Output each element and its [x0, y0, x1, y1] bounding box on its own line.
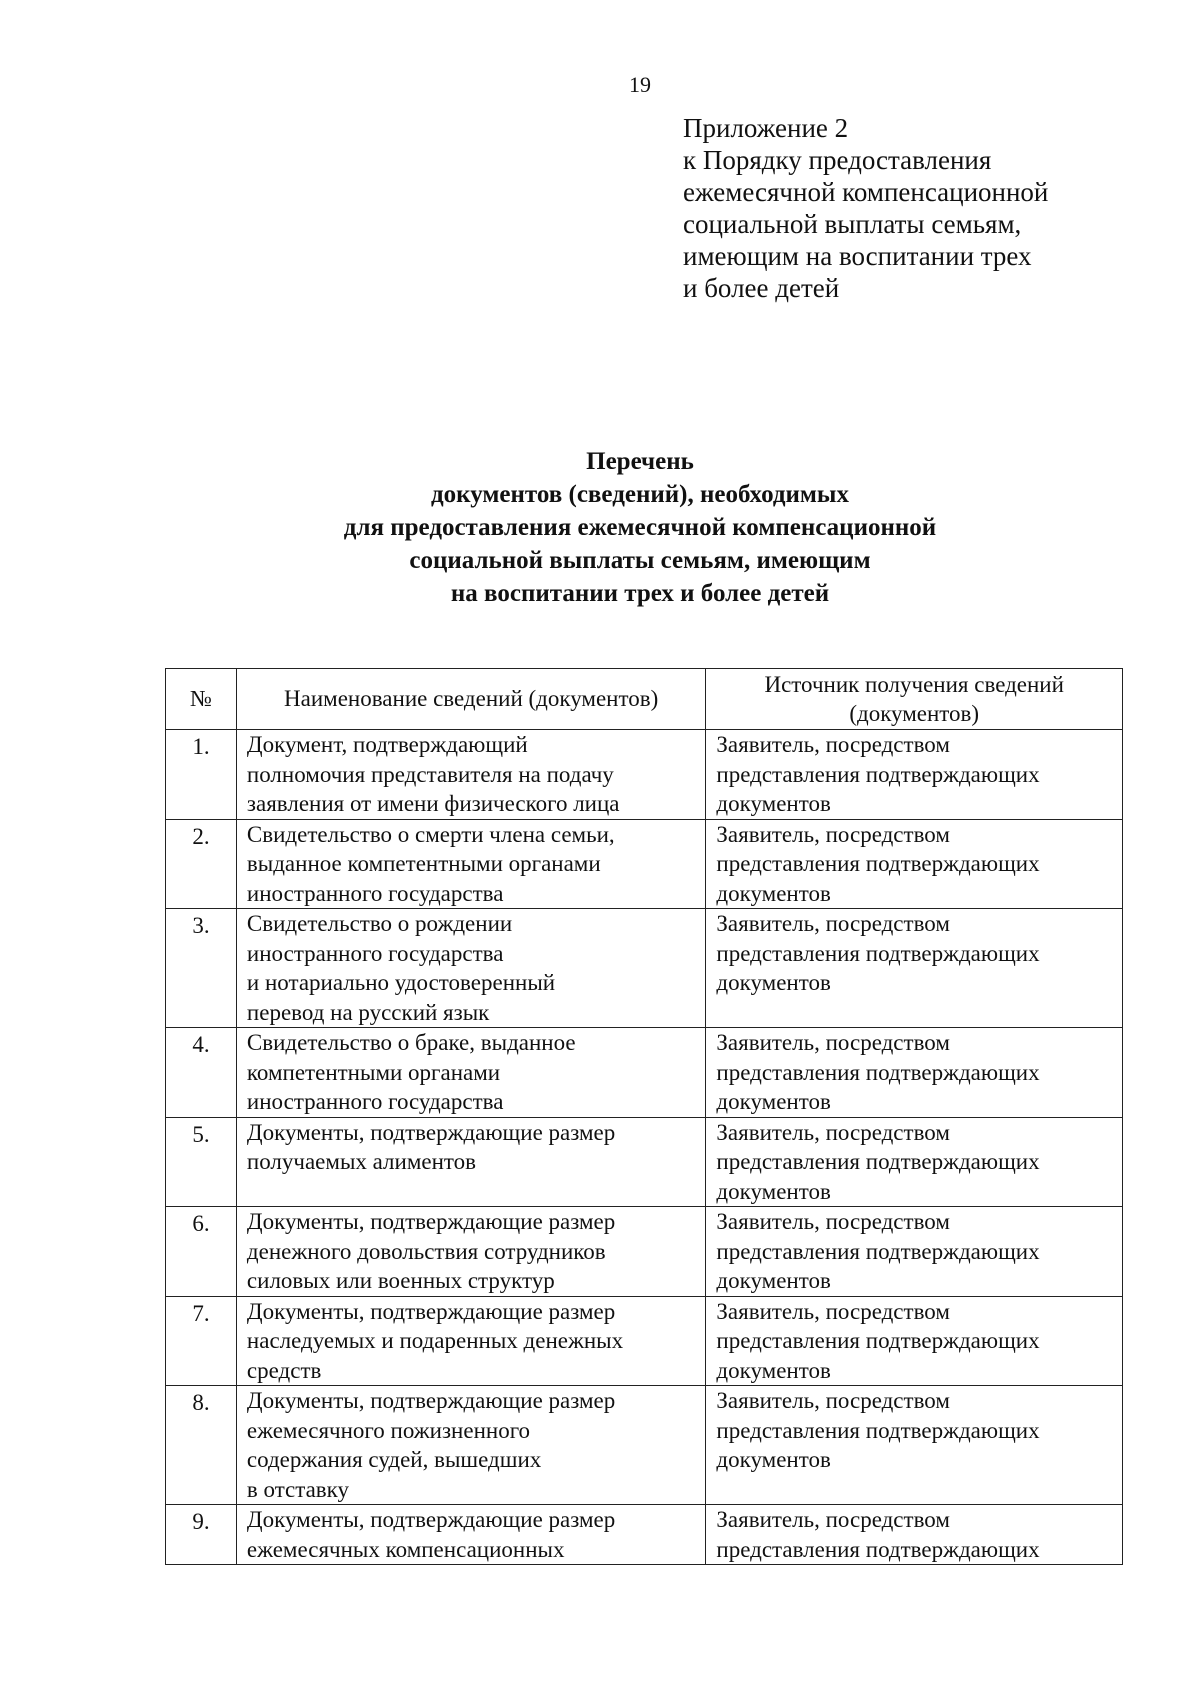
- table-row: [166, 1117, 1123, 1207]
- table-row: [166, 1386, 1123, 1505]
- table-body: [166, 730, 1123, 1565]
- row-source: Заявитель, посредством представления подтверждающих документов: [706, 1028, 1123, 1118]
- appendix-line: ежемесячной компенсационной: [683, 177, 1049, 207]
- title-line: на воспитании трех и более детей: [450, 580, 830, 607]
- row-name: Документы, подтверждающие размер наследуемых и подаренных денежных средств: [236, 1296, 705, 1386]
- table-row: [166, 1207, 1123, 1297]
- row-name: Документ, подтверждающий полномочия представителя на подачу заявления от имени физического лица: [236, 730, 705, 820]
- title-line: документов (сведений), необходимых: [431, 481, 849, 508]
- appendix-block: [683, 112, 1048, 304]
- appendix-line: имеющим на воспитании трех: [683, 241, 1032, 271]
- row-source: Заявитель, посредством представления подтверждающих документов: [706, 1117, 1123, 1207]
- title-line: Перечень: [586, 448, 694, 475]
- title-line: для предоставления ежемесячной компенсационной: [343, 514, 937, 541]
- documents-table: [165, 668, 1123, 1565]
- appendix-line: социальной выплаты семьям,: [683, 209, 1022, 239]
- table-row: [166, 1505, 1123, 1565]
- header-num: №: [166, 669, 237, 730]
- row-num: 3.: [166, 909, 237, 1028]
- row-source: Заявитель, посредством представления подтверждающих документов: [706, 909, 1123, 1028]
- row-name: Свидетельство о смерти члена семьи, выданное компетентными органами иностранного государства: [236, 819, 705, 909]
- table-row: [166, 909, 1123, 1028]
- row-name: Документы, подтверждающие размер денежного довольствия сотрудников силовых или военных структур: [236, 1207, 705, 1297]
- table-row: [166, 819, 1123, 909]
- row-name: Свидетельство о рождении иностранного государства и нотариально удостоверенный перевод на русский язык: [236, 909, 705, 1028]
- row-source: Заявитель, посредством представления подтверждающих: [706, 1505, 1123, 1565]
- row-num: 9.: [166, 1505, 237, 1565]
- table-header-row: [166, 669, 1123, 730]
- row-num: 4.: [166, 1028, 237, 1118]
- row-num: 7.: [166, 1296, 237, 1386]
- table-row: [166, 1028, 1123, 1118]
- row-num: 8.: [166, 1386, 237, 1505]
- appendix-line: и более детей: [683, 273, 840, 303]
- row-source: Заявитель, посредством представления подтверждающих документов: [706, 1386, 1123, 1505]
- row-num: 5.: [166, 1117, 237, 1207]
- row-name: Документы, подтверждающие размер ежемесячного пожизненного содержания судей, вышедших в отставку: [236, 1386, 705, 1505]
- table-row: [166, 1296, 1123, 1386]
- title-line: социальной выплаты семьям, имеющим: [409, 547, 871, 574]
- appendix-line: Приложение 2: [683, 113, 849, 143]
- row-num: 2.: [166, 819, 237, 909]
- appendix-line: к Порядку предоставления: [683, 145, 992, 175]
- row-name: Документы, подтверждающие размер ежемесячных компенсационных: [236, 1505, 705, 1565]
- row-source: Заявитель, посредством представления подтверждающих документов: [706, 819, 1123, 909]
- row-source: Заявитель, посредством представления подтверждающих документов: [706, 730, 1123, 820]
- row-num: 6.: [166, 1207, 237, 1297]
- row-source: Заявитель, посредством представления подтверждающих документов: [706, 1296, 1123, 1386]
- document-title: [0, 445, 1200, 610]
- table-row: [166, 730, 1123, 820]
- row-source: Заявитель, посредством представления подтверждающих документов: [706, 1207, 1123, 1297]
- header-source: Источник получения сведений (документов): [706, 669, 1123, 730]
- page-number: 19: [629, 72, 651, 97]
- row-name: Документы, подтверждающие размер получаемых алиментов: [236, 1117, 705, 1207]
- header-name: Наименование сведений (документов): [236, 669, 705, 730]
- row-name: Свидетельство о браке, выданное компетентными органами иностранного государства: [236, 1028, 705, 1118]
- row-num: 1.: [166, 730, 237, 820]
